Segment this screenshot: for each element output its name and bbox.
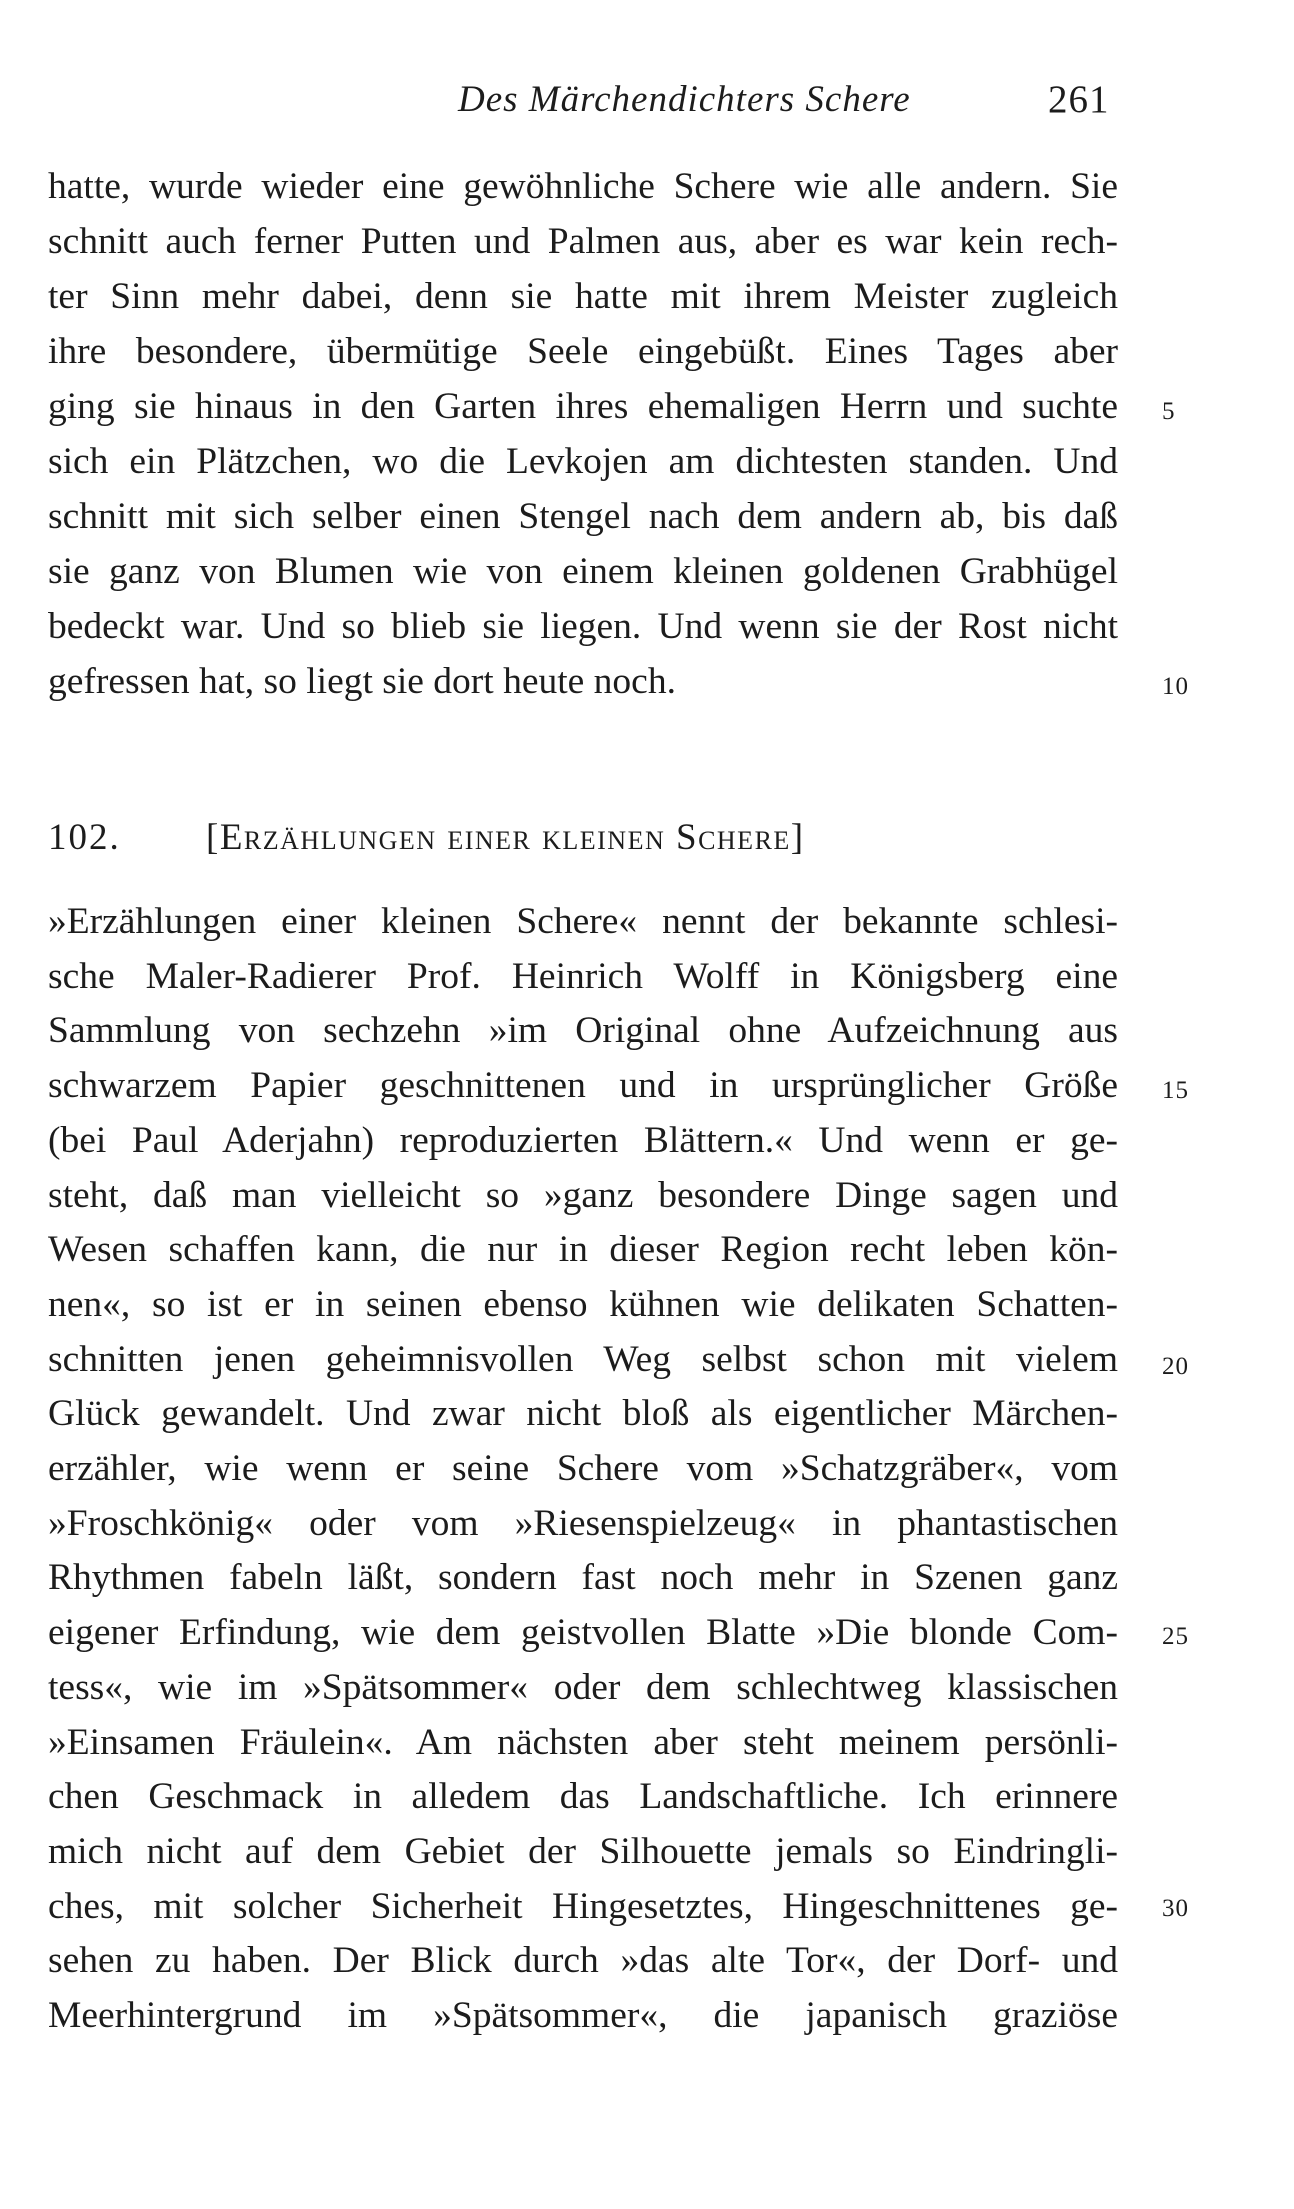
text-line: nen«, so ist er in seinen ebenso kühnen wie delikaten Schatten- [48, 1283, 1118, 1325]
text-line: ihre besondere, übermütige Seele eingebüßt. Eines Tages aber [48, 331, 1118, 372]
text-line: Glück gewandelt. Und zwar nicht bloß als eigentlicher Märchen- [48, 1393, 1118, 1435]
text-line: schnitt mit sich selber einen Stengel nach dem andern ab, bis daß [48, 496, 1118, 537]
text-line: ter Sinn mehr dabei, denn sie hatte mit ihrem Meister zugleich [48, 276, 1118, 317]
text-line: schnitt auch ferner Putten und Palmen aus, aber es war kein rech- [48, 221, 1118, 262]
text-line: sich ein Plätzchen, wo die Levkojen am dichtesten standen. Und [48, 441, 1118, 482]
line-number-10: 10 [1162, 673, 1189, 700]
text-line: Meerhintergrund im »Spätsommer«, die japanisch graziöse [48, 1995, 1118, 2036]
text-line: hatte, wurde wieder eine gewöhnliche Schere wie alle andern. Sie [48, 166, 1118, 207]
line-number-25: 25 [1162, 1623, 1189, 1650]
text-line: ging sie hinaus in den Garten ihres ehemaligen Herrn und suchte [48, 386, 1118, 427]
text-line: mich nicht auf dem Gebiet der Silhouette jemals so Eindringli- [48, 1830, 1118, 1872]
text-line: schwarzem Papier geschnittenen und in ursprünglicher Größe [48, 1065, 1118, 1107]
text-line: sie ganz von Blumen wie von einem kleinen goldenen Grabhügel [48, 551, 1118, 592]
section-number: 102. [48, 817, 121, 858]
section-title: [Erzählungen einer kleinen Schere] [206, 817, 805, 858]
text-line: ches, mit solcher Sicherheit Hingesetztes, Hingeschnittenes ge- [48, 1885, 1118, 1927]
line-number-15: 15 [1162, 1077, 1189, 1104]
page-number: 261 [1048, 78, 1110, 121]
text-line: »Erzählungen einer kleinen Schere« nennt der bekannte schlesi- [48, 901, 1118, 942]
text-line: sche Maler-Radierer Prof. Heinrich Wolff in Königsberg eine [48, 955, 1118, 997]
second-passage [48, 895, 1118, 2065]
section-heading [48, 808, 1148, 868]
running-head [420, 70, 1120, 130]
text-line: erzähler, wie wenn er seine Schere vom »Schatzgräber«, vom [48, 1448, 1118, 1489]
text-line: »Froschkönig« oder vom »Riesenspielzeug« in phantastischen [48, 1502, 1118, 1544]
text-line: Rhythmen fabeln läßt, sondern fast noch mehr in Szenen ganz [48, 1557, 1118, 1599]
text-line: gefressen hat, so liegt sie dort heute noch. [48, 661, 676, 702]
running-title: Des Märchendichters Schere [458, 79, 911, 120]
line-number-30: 30 [1162, 1895, 1189, 1922]
text-line: sehen zu haben. Der Blick durch »das alte Tor«, der Dorf- und [48, 1940, 1118, 1982]
line-number-5: 5 [1162, 398, 1176, 425]
text-line: eigener Erfindung, wie dem geistvollen Blatte »Die blonde Com- [48, 1612, 1118, 1654]
first-passage [48, 160, 1118, 720]
text-line: steht, daß man vielleicht so »ganz besondere Dinge sagen und [48, 1174, 1118, 1216]
text-line: bedeckt war. Und so blieb sie liegen. Und wenn sie der Rost nicht [48, 606, 1118, 647]
text-line: Sammlung von sechzehn »im Original ohne Aufzeichnung aus [48, 1010, 1118, 1052]
text-line: (bei Paul Aderjahn) reproduzierten Blättern.« Und wenn er ge- [48, 1119, 1118, 1161]
text-line: »Einsamen Fräulein«. Am nächsten aber steht meinem persönli- [48, 1721, 1118, 1763]
text-line: Wesen schaffen kann, die nur in dieser Region recht leben kön- [48, 1229, 1118, 1271]
line-number-20: 20 [1162, 1353, 1189, 1380]
text-line: tess«, wie im »Spätsommer« oder dem schlechtweg klassischen [48, 1666, 1118, 1708]
text-line: chen Geschmack in alledem das Landschaftliche. Ich erinnere [48, 1776, 1118, 1818]
text-line: schnitten jenen geheimnisvollen Weg selbst schon mit vielem [48, 1338, 1118, 1380]
